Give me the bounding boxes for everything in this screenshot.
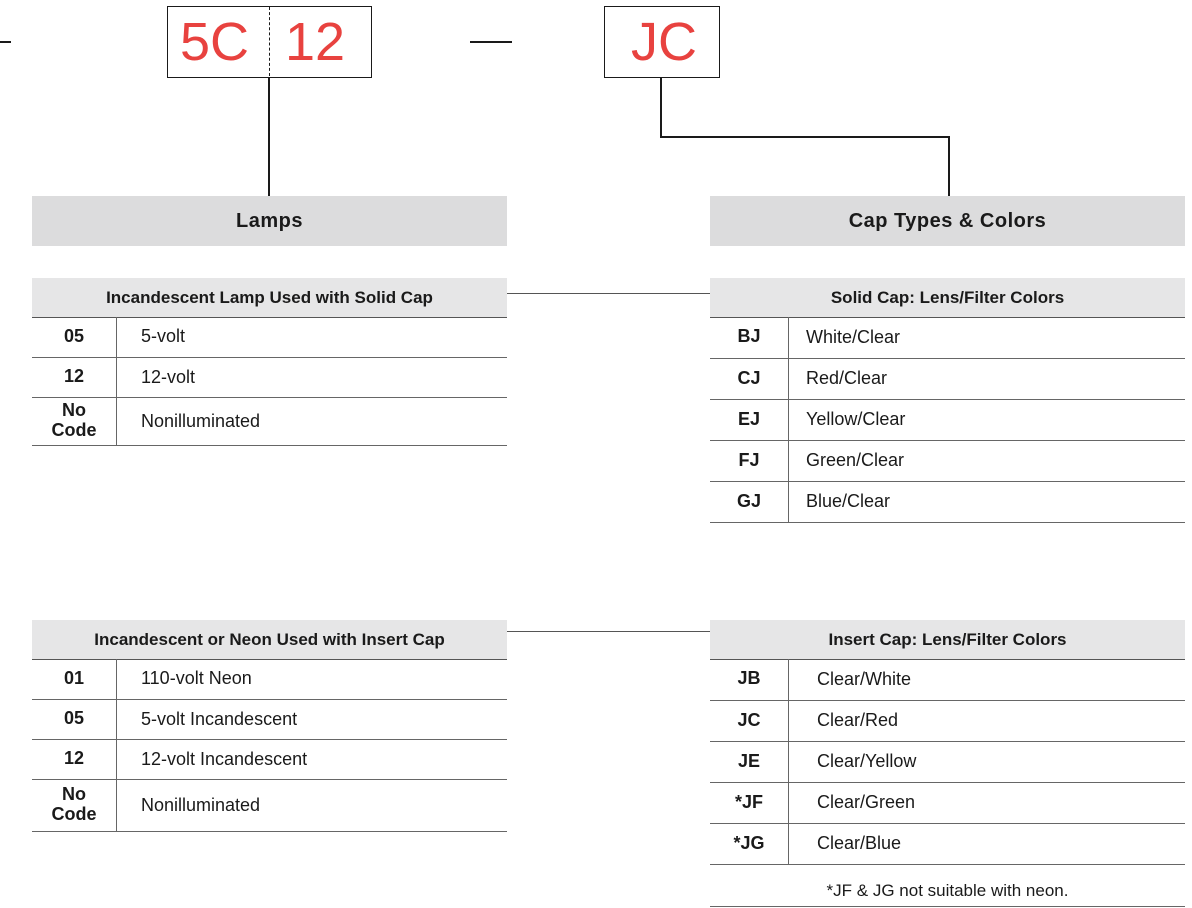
solid-cap-table-title: Solid Cap: Lens/Filter Colors [710, 278, 1185, 318]
lamp-code-box [167, 6, 372, 78]
insert-cap-table-title: Insert Cap: Lens/Filter Colors [710, 620, 1185, 660]
table-row [710, 317, 1185, 358]
lamp-desc: 5-volt [117, 317, 508, 357]
table-row [710, 700, 1185, 741]
lamp-desc: 110-volt Neon [117, 659, 508, 699]
cap-code: *JF [710, 782, 789, 823]
lamp-code: 05 [32, 699, 117, 739]
cap-code: BJ [710, 317, 789, 358]
table-row [710, 823, 1185, 864]
cap-desc: Yellow/Clear [789, 399, 1186, 440]
lamp-code: No Code [32, 397, 117, 445]
table-row [710, 358, 1185, 399]
table-row [710, 481, 1185, 522]
insert-link-line [507, 631, 710, 632]
cap-code: JB [710, 659, 789, 700]
cap-desc: Green/Clear [789, 440, 1186, 481]
lamp-desc: 12-volt [117, 357, 508, 397]
cap-code: GJ [710, 481, 789, 522]
table-row [32, 397, 507, 445]
table-row [710, 741, 1185, 782]
lamp-code-left: 5C [180, 12, 250, 72]
lamp-desc: Nonilluminated [117, 397, 508, 445]
cap-connector-vert-2 [948, 136, 950, 196]
cap-code-box [604, 6, 720, 78]
cap-connector-horiz [660, 136, 950, 138]
cap-code: CJ [710, 358, 789, 399]
cap-code: JC [631, 12, 697, 72]
table-row [32, 699, 507, 739]
table-row [710, 399, 1185, 440]
cap-desc: Clear/White [789, 659, 1186, 700]
table-row [32, 659, 507, 699]
cap-code: EJ [710, 399, 789, 440]
cap-desc: White/Clear [789, 317, 1186, 358]
caps-heading: Cap Types & Colors [710, 196, 1185, 246]
cap-desc: Clear/Red [789, 700, 1186, 741]
lamp-desc: Nonilluminated [117, 779, 508, 831]
solid-lamp-table [32, 317, 507, 446]
table-row [710, 659, 1185, 700]
cap-code: JC [710, 700, 789, 741]
cap-connector-vert-1 [660, 78, 662, 137]
lamp-desc: 5-volt Incandescent [117, 699, 508, 739]
lamps-heading: Lamps [32, 196, 507, 246]
insert-lamp-table [32, 659, 507, 832]
cap-desc: Clear/Blue [789, 823, 1186, 864]
separator-dash [470, 41, 512, 43]
segment-divider [269, 7, 270, 76]
cap-desc: Clear/Green [789, 782, 1186, 823]
solid-cap-table [710, 317, 1185, 523]
table-row [710, 440, 1185, 481]
lamp-code: 01 [32, 659, 117, 699]
footnote-underline [710, 906, 1185, 907]
solid-link-line [507, 293, 710, 294]
table-row [32, 779, 507, 831]
table-row [710, 782, 1185, 823]
cap-desc: Blue/Clear [789, 481, 1186, 522]
solid-lamp-table-title: Incandescent Lamp Used with Solid Cap [32, 278, 507, 318]
cap-code: FJ [710, 440, 789, 481]
leading-dash [0, 41, 11, 43]
table-row [32, 357, 507, 397]
cap-desc: Red/Clear [789, 358, 1186, 399]
insert-cap-table [710, 659, 1185, 865]
table-row [32, 739, 507, 779]
table-row [32, 317, 507, 357]
cap-desc: Clear/Yellow [789, 741, 1186, 782]
footnote: *JF & JG not suitable with neon. [826, 881, 1069, 900]
cap-code: *JG [710, 823, 789, 864]
lamp-desc: 12-volt Incandescent [117, 739, 508, 779]
lamp-code: 12 [32, 357, 117, 397]
cap-code: JE [710, 741, 789, 782]
insert-lamp-table-title: Incandescent or Neon Used with Insert Cap [32, 620, 507, 660]
lamp-code: No Code [32, 779, 117, 831]
lamp-code: 12 [32, 739, 117, 779]
lamp-connector-line [268, 78, 270, 196]
lamp-code: 05 [32, 317, 117, 357]
lamp-code-right: 12 [285, 12, 346, 72]
